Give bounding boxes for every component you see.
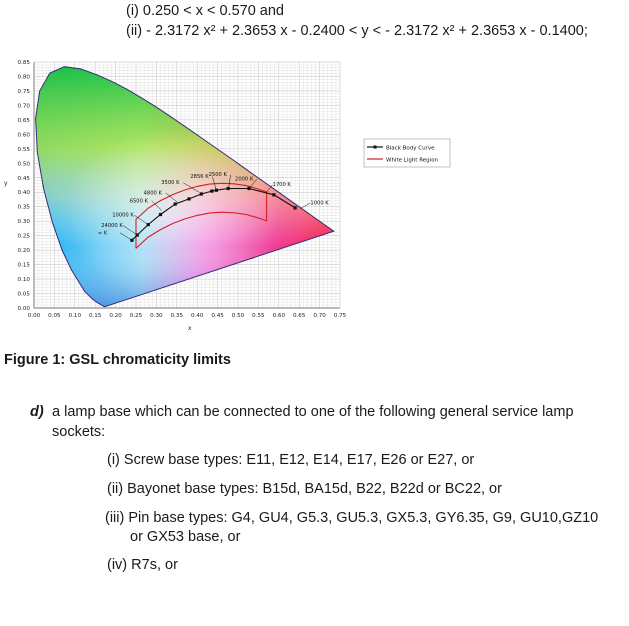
y-tick-label: 0.20 — [17, 248, 30, 255]
temperature-label: 2500 K — [208, 172, 227, 179]
y-tick-label: 0.85 — [17, 60, 30, 66]
black-body-point — [130, 239, 133, 242]
x-axis-label: x — [188, 325, 192, 332]
x-tick-label: 0.00 — [27, 313, 41, 319]
x-tick-label: 0.10 — [68, 313, 82, 319]
temperature-label: 6500 K — [129, 198, 148, 205]
black-body-point — [187, 197, 190, 200]
temperature-label: 10000 K — [112, 212, 134, 219]
black-body-point — [227, 187, 230, 190]
item-d — [30, 402, 626, 422]
x-tick-label: 0.55 — [252, 313, 265, 319]
subitem-r7s: (iv) R7s, or — [107, 557, 178, 573]
temperature-label: 24000 K — [101, 223, 123, 230]
y-tick-label: 0.35 — [17, 204, 30, 211]
y-tick-label: 0.00 — [17, 306, 30, 312]
x-tick-label: 0.70 — [313, 313, 326, 319]
x-tick-label: 0.25 — [129, 313, 143, 319]
black-body-point — [174, 203, 177, 206]
black-body-point — [200, 192, 203, 195]
x-tick-label: 0.40 — [190, 313, 204, 319]
y-tick-label: 0.45 — [17, 175, 30, 182]
y-tick-label: 0.65 — [17, 117, 30, 124]
y-tick-label: 0.25 — [17, 233, 30, 240]
y-tick-label: 0.70 — [17, 103, 30, 110]
y-tick-label: 0.15 — [17, 262, 30, 269]
item-d-text-line1: a lamp base which can be connected to one of the following general service lamp — [52, 404, 574, 420]
figure-caption: Figure 1: GSL chromaticity limits — [4, 352, 231, 368]
temperature-label: 1000 K — [310, 200, 329, 207]
temperature-label: 4800 K — [143, 190, 162, 197]
x-tick-label: 0.65 — [292, 313, 306, 319]
y-tick-label: 0.30 — [17, 219, 30, 226]
black-body-point — [210, 189, 213, 192]
subitem-bayonet-base: (ii) Bayonet base types: B15d, BA15d, B22, B22d or BC22, or — [107, 481, 502, 497]
x-tick-label: 0.45 — [211, 313, 224, 319]
legend-label-white-light: White Light Region — [386, 157, 439, 164]
x-tick-label: 0.75 — [333, 313, 347, 319]
chart-legend — [364, 139, 450, 167]
chromaticity-chart — [0, 52, 460, 337]
y-axis-label: y — [4, 180, 8, 187]
condition-ii: (ii) - 2.3172 x² + 2.3653 x - 0.2400 < y < - 2.3172 x² + 2.3653 x - 0.1400; — [126, 23, 588, 39]
subitem-pin-base: (iii) Pin base types: G4, GU4, G5.3, GU5.3, GX5.3, GY6.35, G9, GU10,GZ10 — [105, 510, 599, 526]
x-tick-label: 0.20 — [109, 313, 122, 319]
subitem-screw-base: (i) Screw base types: E11, E12, E14, E17, E26 or E27, or — [107, 452, 475, 468]
temperature-label: ∞ K — [97, 230, 108, 237]
y-tick-label: 0.75 — [17, 88, 30, 95]
y-tick-label: 0.55 — [17, 146, 30, 153]
legend-label-black-body: Black Body Curve — [386, 145, 435, 152]
x-tick-label: 0.15 — [88, 313, 102, 319]
black-body-point — [159, 213, 162, 216]
item-d-label: d) — [30, 404, 44, 420]
x-tick-label: 0.60 — [272, 313, 286, 319]
item-d-text-line2: sockets: — [52, 424, 106, 440]
y-tick-label: 0.60 — [17, 132, 30, 139]
temperature-label: 1700 K — [272, 182, 291, 189]
x-tick-label: 0.50 — [231, 313, 245, 319]
x-tick-label: 0.05 — [48, 313, 61, 319]
temperature-label: 2856 K — [190, 174, 209, 181]
x-tick-label: 0.30 — [150, 313, 163, 319]
condition-i: (i) 0.250 < x < 0.570 and — [126, 3, 284, 19]
y-tick-label: 0.80 — [17, 74, 30, 81]
temperature-label: 2000 K — [235, 176, 254, 183]
x-tick-label: 0.35 — [170, 313, 184, 319]
black-body-point — [294, 206, 297, 209]
temperature-label: 3500 K — [161, 180, 180, 187]
subitem-pin-base-cont: or GX53 base, or — [130, 529, 241, 545]
y-tick-label: 0.05 — [17, 291, 30, 298]
black-body-point — [272, 193, 275, 196]
y-tick-label: 0.10 — [17, 277, 30, 284]
y-tick-label: 0.40 — [17, 190, 30, 197]
y-tick-label: 0.50 — [17, 161, 30, 168]
